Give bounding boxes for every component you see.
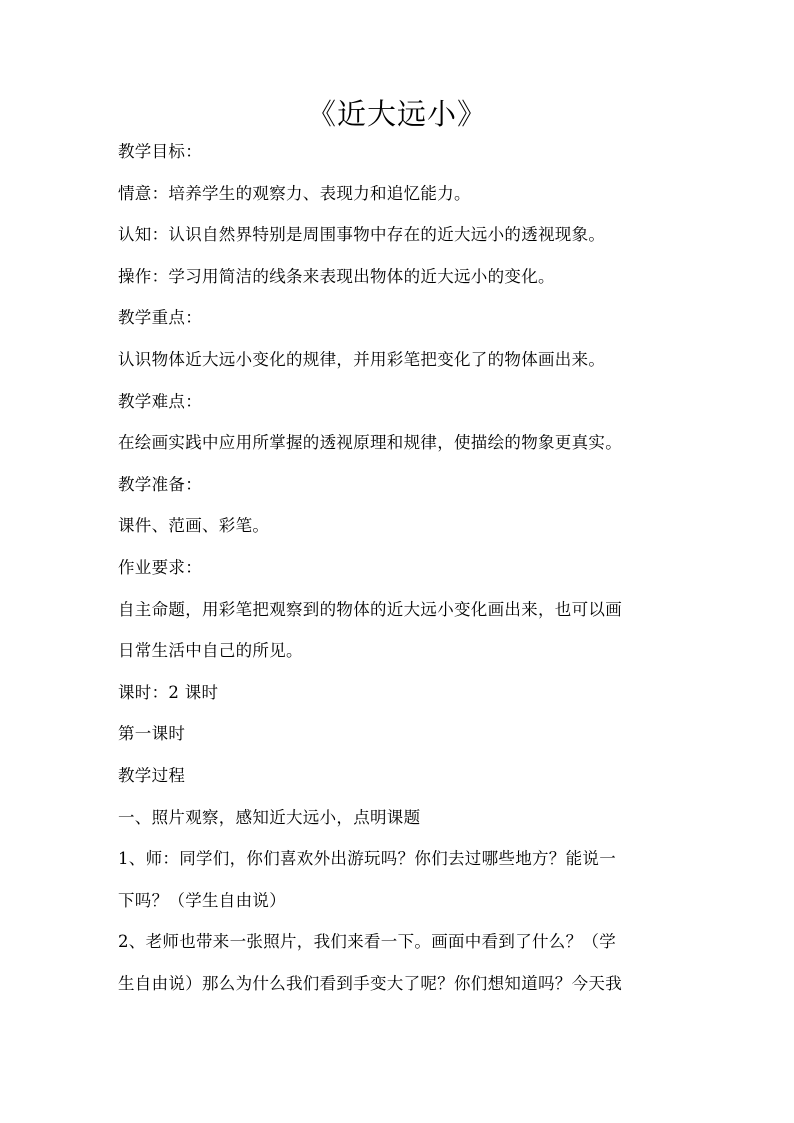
item-1-line-2: 下吗？（学生自由说） [118,890,286,910]
item-2-paragraph [118,932,688,994]
section-1-heading: 一、照片观察，感知近大远小，点明课题 [118,807,421,827]
document-title: 《近大远小》 [306,97,487,131]
objective-operational: 操作：学习用简洁的线条来表现出物体的近大远小的变化。 [118,266,555,286]
homework-line-2: 日常生活中自己的所见。 [118,641,303,661]
heading-preparation: 教学准备： [118,474,202,494]
heading-difficulties: 教学难点： [118,391,202,411]
objective-cognitive: 认知：认识自然界特别是周围事物中存在的近大远小的透视现象。 [118,225,606,245]
preparation-text: 课件、范画、彩笔。 [118,516,270,536]
first-lesson-heading: 第一课时 [118,724,186,744]
difficulties-text: 在绘画实践中应用所掌握的透视原理和规律，使描绘的物象更真实。 [118,433,622,453]
heading-teaching-objectives: 教学目标： [118,142,202,161]
item-2-line-2: 生自由说）那么为什么我们看到手变大了呢？你们想知道吗？今天我 [118,973,622,993]
key-points-text: 认识物体近大远小变化的规律，并用彩笔把变化了的物体画出来。 [118,349,606,369]
homework-paragraph [118,600,688,662]
homework-line-1: 自主命题，用彩笔把观察到的物体的近大远小变化画出来，也可以画 [118,599,622,619]
heading-key-points: 教学重点： [118,308,202,328]
class-period: 课时：2 课时 [118,682,219,702]
item-2-line-1: 2、老师也带来一张照片，我们来看一下。画面中看到了什么？（学 [118,932,616,952]
heading-homework: 作业要求： [118,557,202,577]
teaching-process-heading: 教学过程 [118,765,186,785]
document-body [118,142,688,1015]
item-1-paragraph [118,849,688,911]
item-1-line-1: 1、师：同学们，你们喜欢外出游玩吗？你们去过哪些地方？能说一 [118,849,616,869]
objective-affective: 情意：培养学生的观察力、表现力和追忆能力。 [118,183,471,203]
